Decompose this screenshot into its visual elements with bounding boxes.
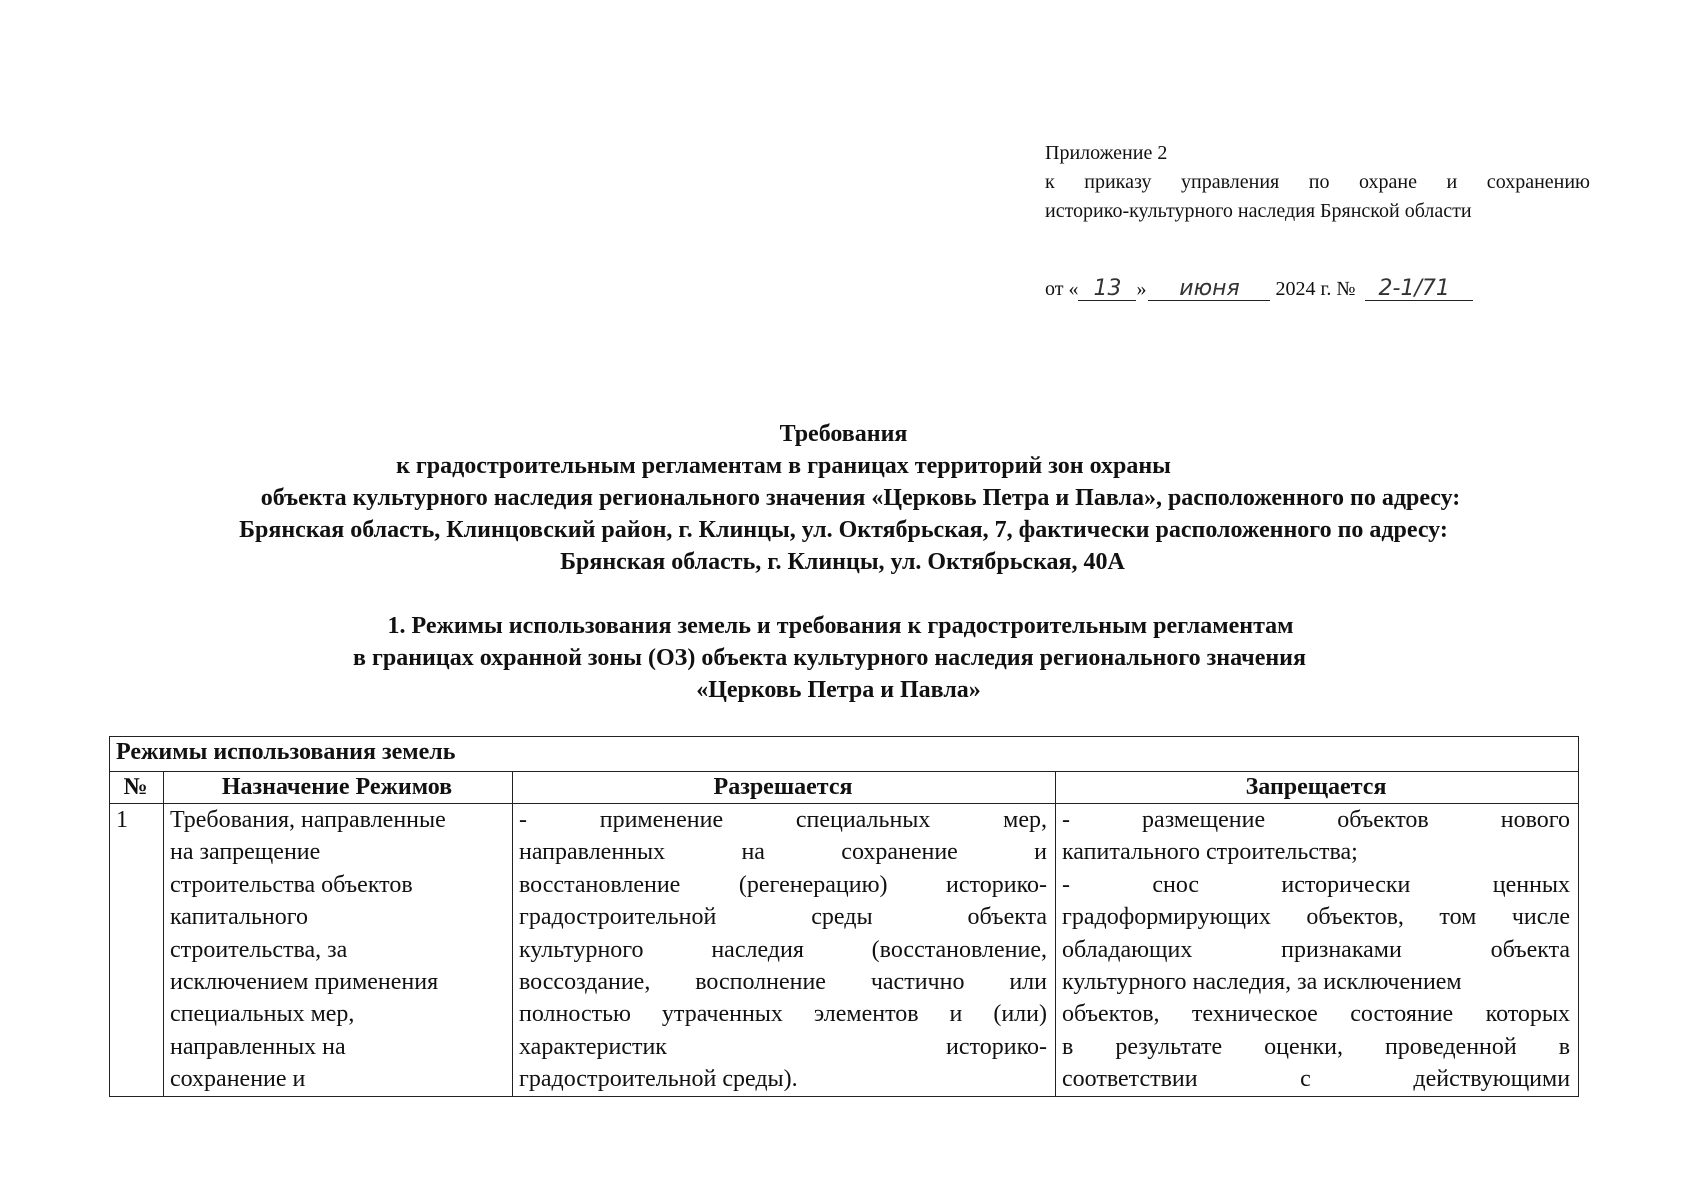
appendix-block [1045, 139, 1590, 226]
row-number: 1 [110, 804, 164, 1097]
title-line-1: Требования [779, 421, 908, 447]
purpose-line: направленных на [170, 1033, 346, 1060]
purpose-line: исключением применения [170, 969, 439, 996]
forbidden-line: культурного наследия, за исключением [1062, 969, 1462, 996]
title-line-2: к градостроительным регламентам в границах территорий зон охраны [396, 453, 1171, 479]
land-use-regimes-table [109, 736, 1579, 1097]
date-quote-close: » [1136, 278, 1147, 300]
header-number: № [110, 772, 164, 804]
section-line-1: 1. Режимы использования земель и требования к градостроительным регламентам [387, 613, 1294, 639]
forbidden-line: - размещение объектов нового [1062, 807, 1571, 833]
title-line-3: объекта культурного наследия регионального значения «Церковь Петра и Павла», расположенного по адресу: [260, 485, 1461, 511]
section-line-2: в границах охранной зоны (ОЗ) объекта культурного наследия регионального значения [353, 645, 1306, 671]
table-header-row [110, 772, 1579, 804]
allowed-line: полностью утраченных элементов и (или) [519, 1001, 1047, 1028]
header-allowed: Разрешается [513, 772, 1056, 804]
title-line-4: Брянская область, Клинцовский район, г. Клинцы, ул. Октябрьская, 7, фактически расположенного по адресу: [239, 517, 1448, 543]
allowed-line: направленных на сохранение и [519, 839, 1047, 866]
forbidden-line: в результате оценки, проведенной в [1062, 1033, 1571, 1060]
section-heading [0, 610, 1687, 706]
allowed-line: градостроительной среды). [519, 1066, 798, 1093]
forbidden-line: градоформирующих объектов, том числе [1062, 904, 1571, 931]
purpose-line: Требования, направленные [170, 807, 446, 833]
allowed-line: характеристик историко- [519, 1033, 1047, 1060]
allowed-line: - применение специальных мер, [519, 807, 1047, 833]
appendix-line-order: к приказу управления по охране и сохранению [1045, 171, 1590, 193]
row-allowed [513, 804, 1056, 1097]
forbidden-line: обладающих признаками объекта [1062, 936, 1571, 963]
row-forbidden [1056, 804, 1579, 1097]
forbidden-line: соответствии с действующими [1062, 1066, 1571, 1093]
forbidden-line: - снос исторически ценных [1062, 871, 1571, 898]
date-year-label: 2024 г. № [1275, 278, 1356, 300]
purpose-line: строительства объектов [170, 871, 413, 898]
purpose-line: строительства, за [170, 936, 348, 963]
allowed-line: культурного наследия (восстановление, [519, 936, 1047, 963]
title-line-5: Брянская область, г. Клинцы, ул. Октябрьская, 40А [560, 549, 1125, 575]
forbidden-line: капитального строительства; [1062, 839, 1358, 866]
handwritten-day: 13 [1078, 278, 1136, 301]
allowed-line: градостроительной среды объекта [519, 904, 1047, 931]
date-prefix: от « [1045, 278, 1079, 300]
purpose-line: специальных мер, [170, 1001, 355, 1028]
appendix-line-authority: историко-культурного наследия Брянской области [1045, 200, 1472, 222]
allowed-line: воссоздание, восполнение частично или [519, 969, 1047, 996]
appendix-title: Приложение 2 [1045, 142, 1168, 164]
header-purpose: Назначение Режимов [164, 772, 513, 804]
section-line-3: «Церковь Петра и Павла» [696, 677, 981, 703]
table-caption: Режимы использования земель [110, 737, 1579, 772]
row-purpose [164, 804, 513, 1097]
handwritten-month: июня [1148, 278, 1270, 301]
document-title [0, 418, 1687, 578]
handwritten-order-number: 2-1/71 [1365, 278, 1473, 301]
header-forbidden: Запрещается [1056, 772, 1579, 804]
order-date-line [1045, 278, 1473, 301]
purpose-line: сохранение и [170, 1066, 306, 1093]
table-row [110, 804, 1579, 1097]
purpose-line: на запрещение [170, 839, 321, 866]
purpose-line: капитального [170, 904, 308, 931]
allowed-line: восстановление (регенерацию) историко- [519, 871, 1047, 898]
forbidden-line: объектов, техническое состояние которых [1062, 1001, 1571, 1028]
table-caption-row [110, 737, 1579, 772]
